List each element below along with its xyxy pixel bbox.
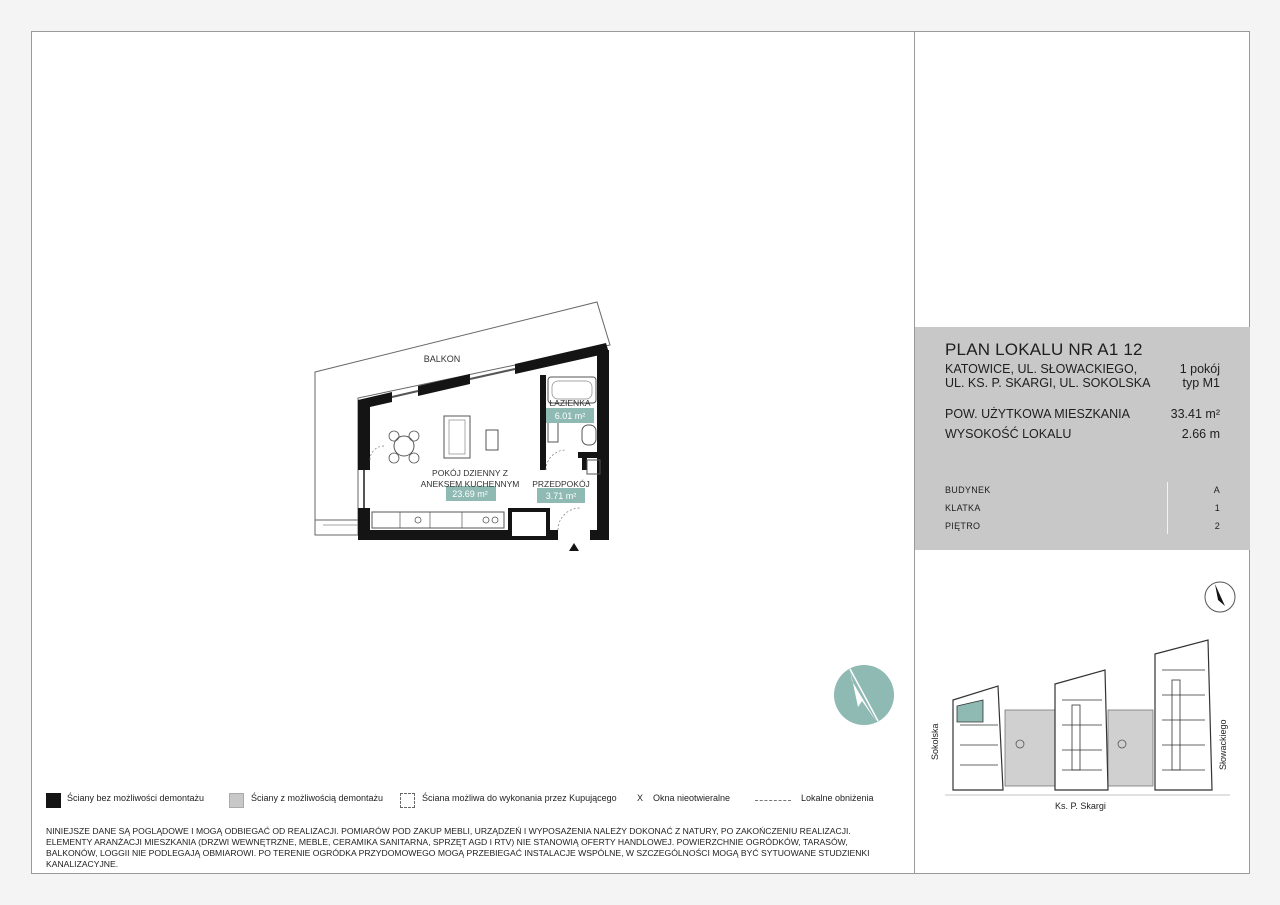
balcony-label: BALKON	[423, 354, 461, 364]
hob	[415, 517, 421, 523]
street-sokolska: Sokolska	[930, 723, 940, 760]
partition-wall	[510, 510, 548, 538]
legend-windows: Okna nieotwieralne	[653, 793, 731, 803]
sofa	[444, 416, 470, 458]
legend-lowering: Lokalne obniżenia	[801, 793, 874, 803]
legend-walls-fixed: Ściany bez możliwości demontażu	[67, 793, 205, 803]
kitchen-counter	[372, 512, 504, 528]
living-label-2: ANEKSEM KUCHENNYM	[420, 479, 520, 489]
wall-segment	[418, 374, 470, 396]
meta-label: BUDYNEK	[945, 485, 991, 495]
partition-wall	[540, 375, 546, 470]
hall-label: PRZEDPOKÓJ	[532, 479, 590, 489]
wall-segment	[590, 530, 609, 540]
wall-segment	[358, 392, 392, 470]
courtyard	[1005, 710, 1055, 786]
chair	[389, 453, 399, 463]
hob	[483, 517, 489, 523]
partition-wall	[578, 452, 604, 458]
height-label: WYSOKOŚĆ LOKALU	[945, 427, 1072, 441]
bathroom-label: ŁAZIENKA	[549, 398, 591, 408]
street-slowackiego: Słowackiego	[1218, 719, 1228, 770]
meta-value: 1	[1214, 503, 1220, 513]
plan-title: PLAN LOKALU NR A1 12	[945, 340, 1143, 359]
partition-wall	[582, 458, 587, 470]
legend-swatch-removable	[229, 793, 244, 808]
legend-walls-optional: Ściana możliwa do wykonania przez Kupującego	[422, 793, 617, 803]
wall-segment	[358, 508, 510, 540]
info-panel	[915, 327, 1250, 550]
apartment-type: typ M1	[1182, 376, 1220, 390]
meta-row-floor	[945, 521, 1220, 531]
entrance-marker	[569, 543, 579, 551]
site-plan	[925, 630, 1245, 820]
sink	[548, 420, 558, 442]
door-swing	[370, 446, 384, 460]
legend-walls-removable: Ściany z możliwością demontażu	[251, 793, 384, 803]
toilet	[582, 425, 596, 445]
meta-row-staircase	[945, 503, 1220, 513]
legend-swatch-fixed	[46, 793, 61, 808]
chair	[409, 453, 419, 463]
building-block	[1155, 640, 1212, 790]
meta-value: 2	[1214, 521, 1220, 531]
street-skargi: Ks. P. Skargi	[1055, 801, 1106, 811]
door-swing	[558, 508, 580, 530]
wall-segment	[597, 350, 609, 540]
living-area: 23.69 m²	[452, 489, 488, 499]
legend-dash-line	[755, 800, 791, 801]
sun-compass-icon	[832, 663, 896, 727]
chair	[389, 431, 399, 441]
rooms-count: 1 pokój	[1179, 362, 1220, 376]
dining-table	[394, 436, 414, 456]
legend-x-mark: X	[637, 793, 644, 803]
address-line-2: UL. KS. P. SKARGI, UL. SOKOLSKA	[945, 376, 1151, 390]
address-line-1: KATOWICE, UL. SŁOWACKIEGO,	[945, 362, 1138, 376]
meta-label: KLATKA	[945, 503, 981, 513]
building-block	[1055, 670, 1108, 790]
meta-row-building	[945, 485, 1220, 495]
legend-swatch-optional	[400, 793, 415, 808]
area-value: 33.41 m²	[1170, 407, 1220, 421]
bathtub-inner	[552, 381, 592, 399]
door-swing	[546, 450, 566, 470]
meta-label: PIĘTRO	[945, 521, 981, 531]
disclaimer-text: NINIEJSZE DANE SĄ POGLĄDOWE I MOGĄ ODBIEGAĆ OD REALIZACJI. POMIARÓW POD ZAKUP MEBLI, URZĄDZEŃ I WYPOSAŻENIA NALEŻY DOKONAĆ Z NATURY, PO ZAKOŃCZENIU REALIZACJI. ELEMENTY ARANŻACJI MIESZKANIA (DRZWI WEWNĘTRZNE, MEBLE, CERAMIKA SANITARNA, SPRZĘT AGD I RTV) NIE STANOWIĄ OFERTY HANDLOWEJ. POWIERZCHNIE OGRÓDKÓW, TARASÓW, BALKONÓW, LOGGII NIE PODLEGAJĄ OBMIAROWI. PO TERENIE OGRÓDKA PRZYDOMOWEGO MOGĄ PRZEBIEGAĆ INSTALACJE WSPÓLNE, W SZCZEGÓLNOŚCI MOGĄ BYĆ SYTUOWANE STUDZIENKI KANALIZACYJNE.	[46, 826, 870, 869]
chair	[409, 431, 419, 441]
area-label: POW. UŻYTKOWA MIESZKANIA	[945, 407, 1130, 421]
meta-value: A	[1213, 485, 1220, 495]
height-value: 2.66 m	[1181, 427, 1220, 441]
tv-unit	[486, 430, 498, 450]
bathroom-area: 6.01 m²	[554, 411, 586, 421]
courtyard	[1108, 710, 1153, 786]
north-arrow-icon	[1203, 580, 1237, 614]
floor-plan	[300, 295, 620, 555]
hall-area: 3.71 m²	[545, 491, 577, 501]
wall-segment	[515, 343, 609, 374]
sofa-seat	[449, 420, 465, 454]
hob	[492, 517, 498, 523]
living-label-1: POKÓJ DZIENNY Z	[432, 468, 508, 478]
